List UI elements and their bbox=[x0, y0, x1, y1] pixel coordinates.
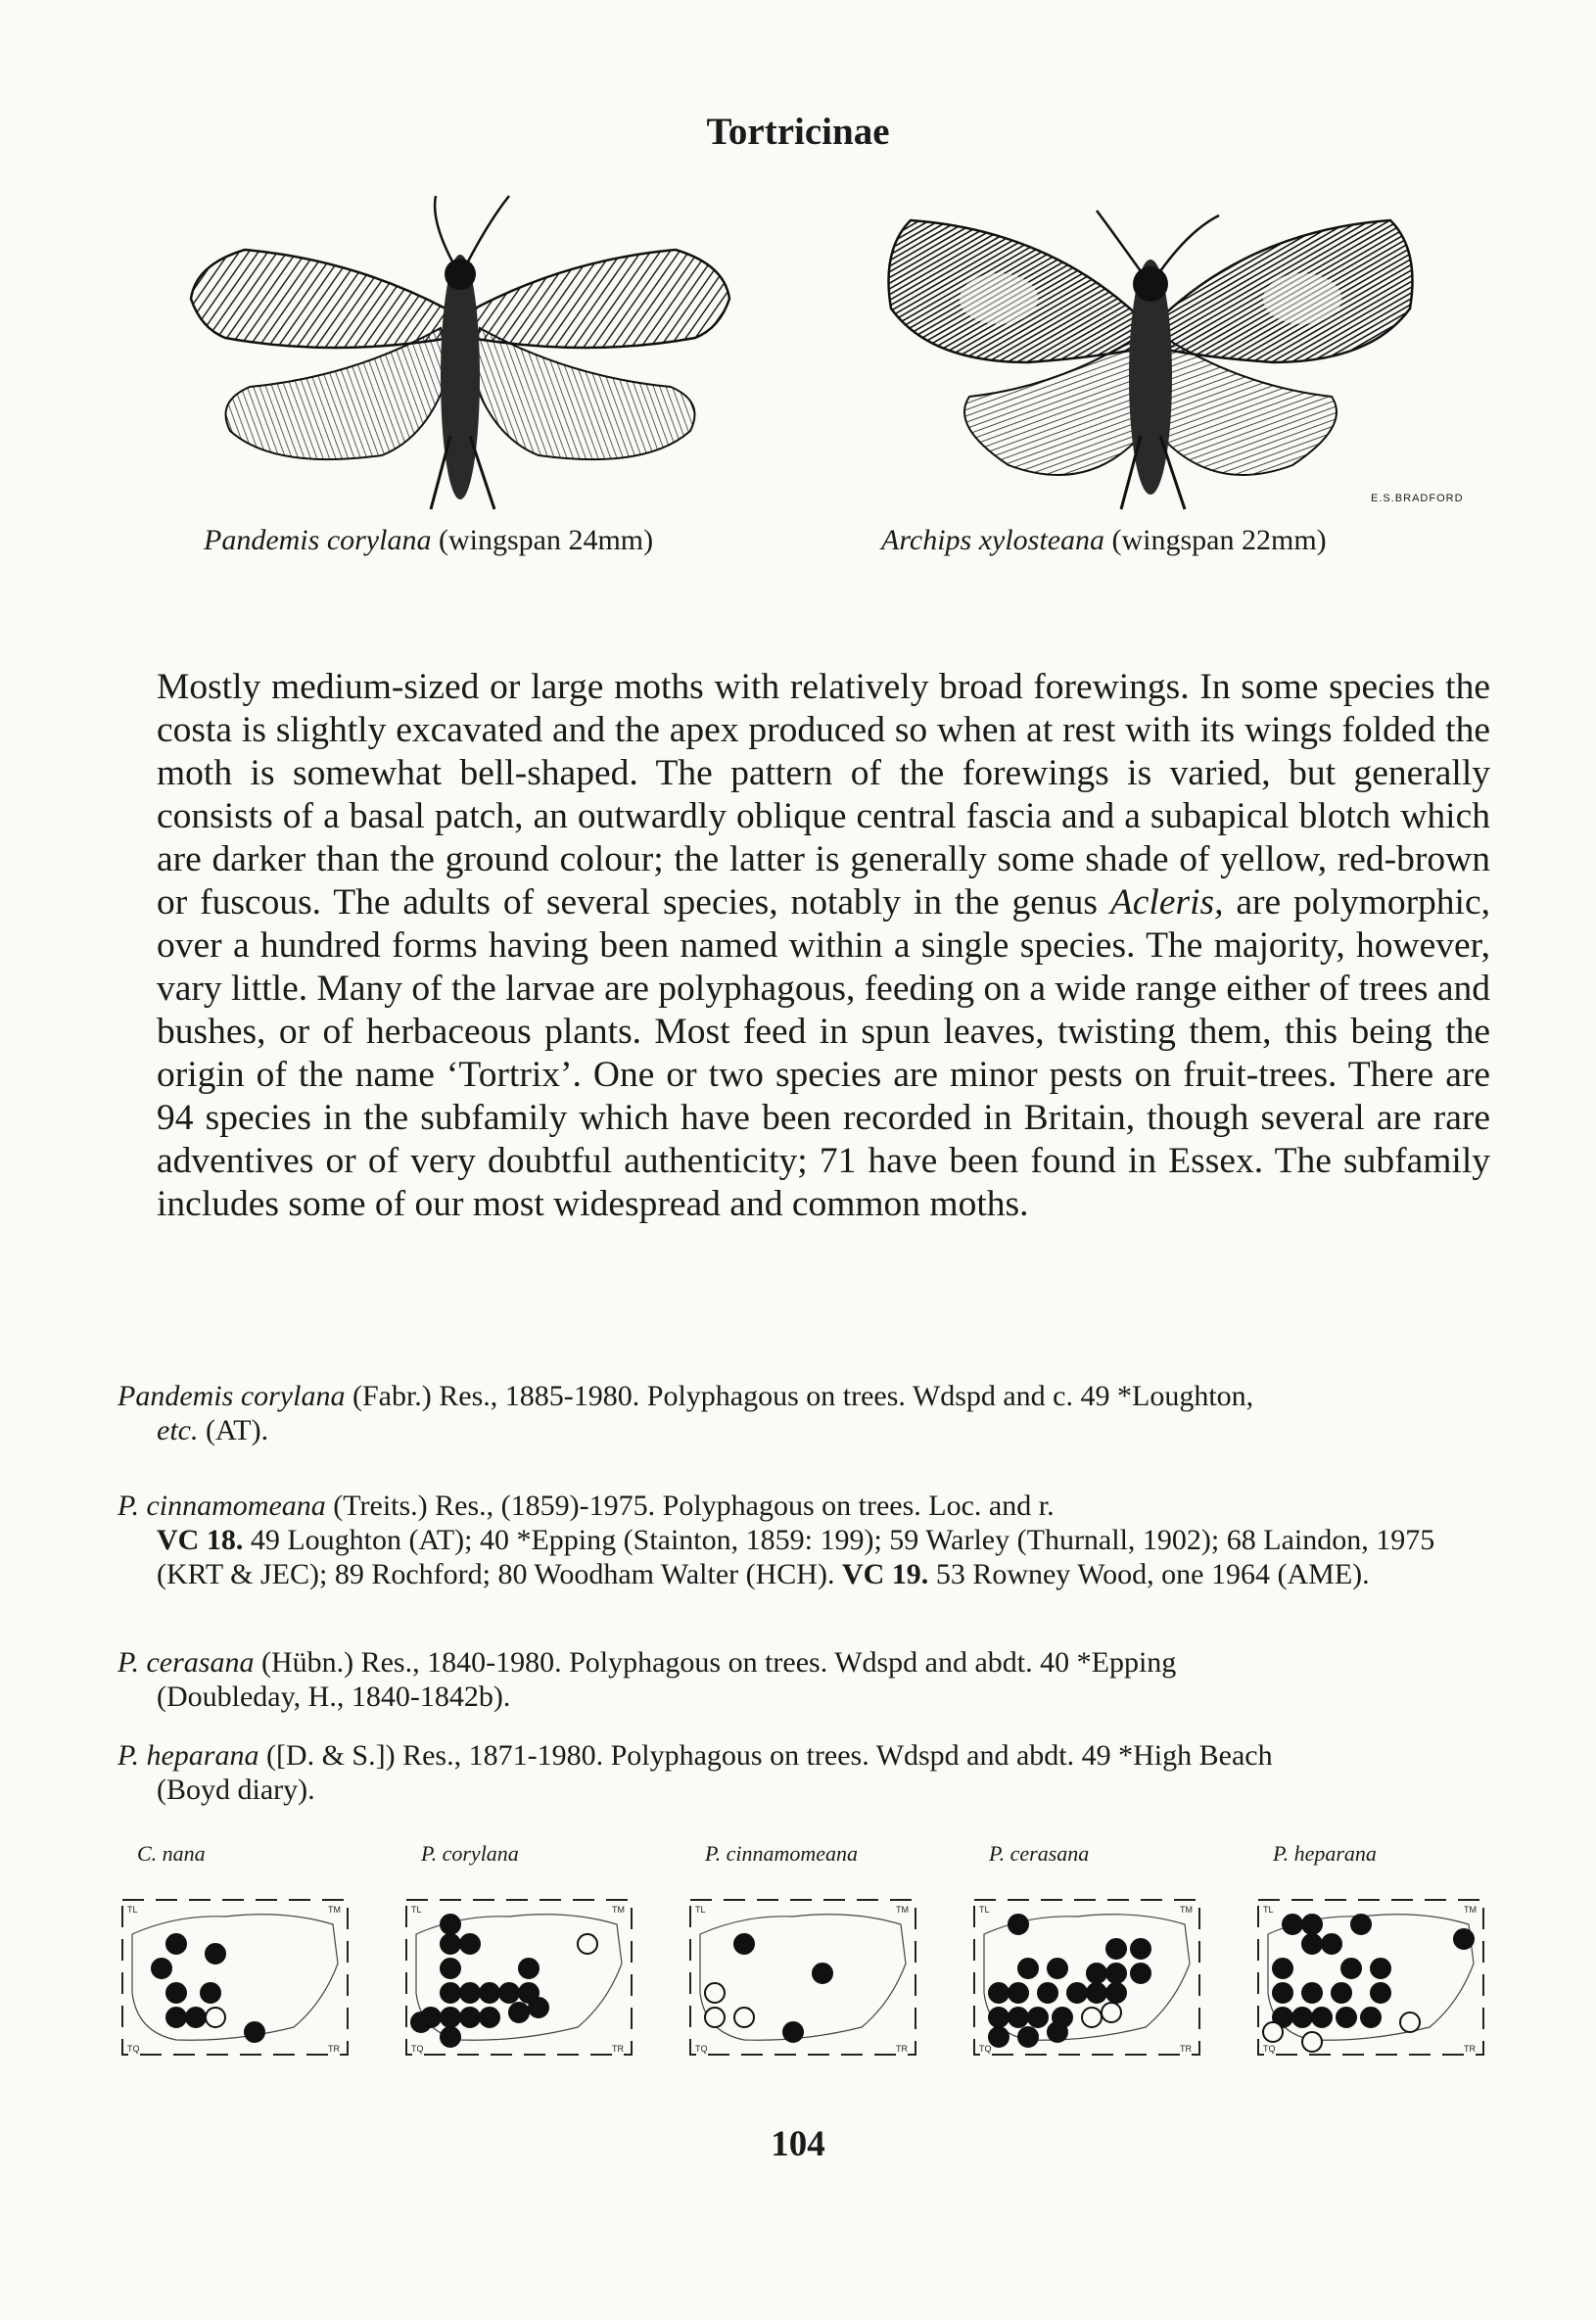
essex-map bbox=[401, 1895, 641, 2061]
record-dot-filled bbox=[1131, 1964, 1150, 1983]
record-dot-filled bbox=[1337, 2008, 1356, 2027]
record-dot-open bbox=[734, 2008, 754, 2027]
grid-square-label: TM bbox=[328, 1905, 341, 1915]
record-dot-filled bbox=[201, 1983, 220, 2003]
record-dot-filled bbox=[1106, 1964, 1126, 1983]
record-dot-filled bbox=[1106, 1983, 1126, 2003]
record-dot-filled bbox=[460, 2008, 480, 2027]
record-dot-filled bbox=[1273, 1983, 1292, 2003]
entry-text: etc. bbox=[157, 1414, 199, 1446]
record-dot-filled bbox=[441, 1983, 460, 2003]
record-dot-open bbox=[578, 1934, 597, 1954]
essex-map bbox=[685, 1895, 925, 2061]
record-dot-filled bbox=[166, 2008, 186, 2027]
vice-county-label: VC 19. bbox=[841, 1558, 929, 1590]
grid-square-label: TL bbox=[411, 1905, 422, 1915]
distribution-map bbox=[117, 1895, 357, 2061]
species-name: Archips xylosteana bbox=[881, 524, 1105, 556]
county-outline bbox=[700, 1915, 906, 2040]
grid-square-label: TQ bbox=[979, 2044, 992, 2054]
record-dot-filled bbox=[813, 1964, 832, 1983]
figure-caption-2 bbox=[881, 524, 1327, 557]
species-name: P. cerasana bbox=[117, 1646, 255, 1679]
grid-square-label: TL bbox=[695, 1905, 706, 1915]
map-title: P. cerasana bbox=[989, 1841, 1090, 1866]
description-text: Mostly medium-sized or large moths with relatively broad forewings. In some species the costa is slightly excavated and the apex produced so when at rest with its wings folded the moth is somewhat bell-shaped. The pattern of the forewings is varied, but generally consists of a basal patch, an outwardly oblique central fascia and a subapical blotch which are darker than the ground colour; the latter is generally some shade of yellow, red-brown or fuscous. The adults of several species, notably in the genus bbox=[157, 667, 1490, 923]
entry-text: (Fabr.) Res., 1885-1980. Polyphagous on trees. Wdspd and c. 49 *Loughton, bbox=[345, 1380, 1254, 1412]
record-dot-open bbox=[206, 2008, 225, 2027]
grid-square-label: TM bbox=[1464, 1905, 1477, 1915]
record-dot-filled bbox=[1009, 2008, 1028, 2027]
species-name: P. cinnamomeana bbox=[117, 1490, 326, 1522]
wingspan: (wingspan 22mm) bbox=[1111, 524, 1327, 556]
vice-county-label: VC 18. bbox=[157, 1524, 244, 1556]
record-dot-filled bbox=[480, 2008, 499, 2027]
record-dot-filled bbox=[1087, 1983, 1106, 2003]
figure-caption-1 bbox=[204, 524, 653, 557]
genus-name: Acleris, bbox=[1109, 882, 1224, 923]
record-dot-filled bbox=[529, 1998, 548, 2017]
grid-square-label: TQ bbox=[1263, 2044, 1276, 2054]
entry-text: 49 Loughton (AT); 40 *Epping (Stainton, 1859: 199); 59 Warley (Thurnall, 1902); 68 Laindon, 1975 (KRT & JEC); 89 Rochford; 80 Woodham Walter (HCH). bbox=[157, 1524, 1435, 1590]
record-dot-filled bbox=[1131, 1939, 1150, 1959]
record-dot-open bbox=[1263, 2022, 1283, 2042]
grid-square-label: TQ bbox=[695, 2044, 708, 2054]
record-dot-filled bbox=[1454, 1929, 1474, 1949]
record-dot-filled bbox=[1283, 1915, 1302, 1934]
record-dot-filled bbox=[1048, 2022, 1067, 2042]
moth-illustration-pandemis-corylana bbox=[157, 191, 764, 514]
map-title: C. nana bbox=[137, 1841, 206, 1866]
record-dot-open bbox=[1302, 2032, 1322, 2052]
grid-square-label: TR bbox=[612, 2044, 624, 2054]
essex-map bbox=[969, 1895, 1209, 2061]
page-title: Tortricinae bbox=[706, 111, 890, 153]
record-dot-filled bbox=[783, 2022, 803, 2042]
record-dot-filled bbox=[152, 1959, 171, 1978]
species-entry bbox=[117, 1489, 1490, 1591]
grid-square-label: TL bbox=[1263, 1905, 1274, 1915]
illustrator-signature: E.S.BRADFORD bbox=[1371, 493, 1464, 504]
entry-text: (Hübn.) Res., 1840-1980. Polyphagous on trees. Wdspd and abdt. 40 *Epping bbox=[254, 1646, 1177, 1679]
record-dot-filled bbox=[245, 2022, 264, 2042]
record-dot-filled bbox=[441, 1934, 460, 1954]
record-dot-filled bbox=[989, 2027, 1009, 2047]
record-dot-filled bbox=[1312, 2008, 1332, 2027]
species-name: Pandemis corylana bbox=[117, 1380, 346, 1412]
record-dot-filled bbox=[1038, 1983, 1057, 2003]
record-dot-filled bbox=[166, 1934, 186, 1954]
record-dot-filled bbox=[1371, 1983, 1390, 2003]
distribution-map bbox=[1253, 1895, 1493, 2061]
record-dot-filled bbox=[411, 2012, 431, 2032]
record-dot-filled bbox=[989, 1983, 1009, 2003]
record-dot-filled bbox=[1302, 1934, 1322, 1954]
species-name: Pandemis corylana bbox=[204, 524, 432, 556]
record-dot-filled bbox=[1322, 1934, 1341, 1954]
page-number: 104 bbox=[771, 2124, 825, 2164]
record-dot-filled bbox=[1332, 1983, 1351, 2003]
record-dot-filled bbox=[1302, 1915, 1322, 1934]
record-dot-filled bbox=[1048, 1959, 1067, 1978]
subfamily-description bbox=[157, 666, 1490, 1226]
record-dot-filled bbox=[1009, 1983, 1028, 2003]
record-dot-filled bbox=[166, 1983, 186, 2003]
record-dot-filled bbox=[206, 1944, 225, 1964]
record-dot-filled bbox=[519, 1959, 539, 1978]
record-dot-filled bbox=[734, 1934, 754, 1954]
record-dot-filled bbox=[1361, 2008, 1381, 2027]
grid-square-label: TM bbox=[1180, 1905, 1193, 1915]
grid-square-label: TR bbox=[1464, 2044, 1476, 2054]
grid-square-label: TR bbox=[328, 2044, 340, 2054]
record-dot-open bbox=[705, 1983, 725, 2003]
record-dot-filled bbox=[441, 1959, 460, 1978]
record-dot-open bbox=[1400, 2012, 1420, 2032]
record-dot-filled bbox=[1087, 1964, 1106, 1983]
record-dot-filled bbox=[1273, 1959, 1292, 1978]
map-title: P. heparana bbox=[1273, 1841, 1377, 1866]
map-title: P. corylana bbox=[421, 1841, 519, 1866]
entry-text: 53 Rowney Wood, one 1964 (AME). bbox=[928, 1558, 1370, 1590]
distribution-map bbox=[969, 1895, 1209, 2061]
distribution-map bbox=[401, 1895, 641, 2061]
species-entry bbox=[117, 1738, 1490, 1807]
grid-square-label: TL bbox=[979, 1905, 990, 1915]
record-dot-filled bbox=[509, 2003, 529, 2022]
grid-square-label: TR bbox=[1180, 2044, 1192, 2054]
distribution-map bbox=[685, 1895, 925, 2061]
entry-continuation bbox=[117, 1523, 1490, 1591]
entry-continuation: (Boyd diary). bbox=[157, 1774, 315, 1806]
record-dot-filled bbox=[1302, 1983, 1322, 2003]
record-dot-filled bbox=[460, 1983, 480, 2003]
record-dot-open bbox=[1082, 2008, 1102, 2027]
grid-square-label: TR bbox=[896, 2044, 908, 2054]
record-dot-filled bbox=[1067, 1983, 1087, 2003]
record-dot-filled bbox=[1018, 2027, 1038, 2047]
record-dot-filled bbox=[1009, 1915, 1028, 1934]
entry-text: ([D. & S.]) Res., 1871-1980. Polyphagous on trees. Wdspd and abdt. 49 *High Beach bbox=[258, 1739, 1273, 1772]
map-title: P. cinnamomeana bbox=[705, 1841, 859, 1866]
record-dot-filled bbox=[441, 2027, 460, 2047]
record-dot-filled bbox=[1351, 1915, 1371, 1934]
grid-square-label: TM bbox=[896, 1905, 909, 1915]
record-dot-filled bbox=[186, 2008, 206, 2027]
record-dot-filled bbox=[1018, 1959, 1038, 1978]
record-dot-filled bbox=[441, 1915, 460, 1934]
record-dot-filled bbox=[1028, 2008, 1048, 2027]
record-dot-filled bbox=[441, 2008, 460, 2027]
species-entry bbox=[117, 1645, 1490, 1714]
grid-square-label: TL bbox=[127, 1905, 138, 1915]
grid-square-label: TQ bbox=[411, 2044, 424, 2054]
record-dot-filled bbox=[499, 1983, 519, 2003]
grid-square-label: TQ bbox=[127, 2044, 140, 2054]
record-dot-filled bbox=[989, 2008, 1009, 2027]
record-dot-filled bbox=[460, 1934, 480, 1954]
entry-continuation bbox=[117, 1413, 1490, 1447]
entry-continuation: (Doubleday, H., 1840-1842b). bbox=[157, 1681, 511, 1713]
entry-text: (Treits.) Res., (1859)-1975. Polyphagous on trees. Loc. and r. bbox=[325, 1490, 1055, 1522]
entry-text: (AT). bbox=[198, 1414, 269, 1446]
record-dot-open bbox=[705, 2008, 725, 2027]
record-dot-filled bbox=[1341, 1959, 1361, 1978]
record-dot-open bbox=[1102, 2003, 1121, 2022]
essex-map bbox=[117, 1895, 357, 2061]
record-dot-filled bbox=[1106, 1939, 1126, 1959]
moth-illustration-archips-xylosteana bbox=[862, 191, 1439, 514]
description-text: are polymorphic, over a hundred forms having been named within a single species. The majority, however, vary little. Many of the larvae are polyphagous, feeding on a wide range either of trees and bushes, or of herbaceous plants. Most feed in spun leaves, twisting them, this being the origin of the name ‘Tortrix’. One or two species are minor pests on fruit-trees. There are 94 species in the subfamily which have been recorded in Britain, though several are rare adventives or of very doubtful authenticity; 71 have been found in Essex. The subfamily includes some of our most widespread and common moths. bbox=[157, 882, 1490, 1224]
record-dot-filled bbox=[1371, 1959, 1390, 1978]
record-dot-filled bbox=[480, 1983, 499, 2003]
species-entry bbox=[117, 1379, 1490, 1447]
grid-square-label: TM bbox=[612, 1905, 625, 1915]
species-name: P. heparana bbox=[117, 1739, 259, 1772]
wingspan: (wingspan 24mm) bbox=[438, 524, 654, 556]
record-dot-filled bbox=[1292, 2008, 1312, 2027]
essex-map bbox=[1253, 1895, 1493, 2061]
